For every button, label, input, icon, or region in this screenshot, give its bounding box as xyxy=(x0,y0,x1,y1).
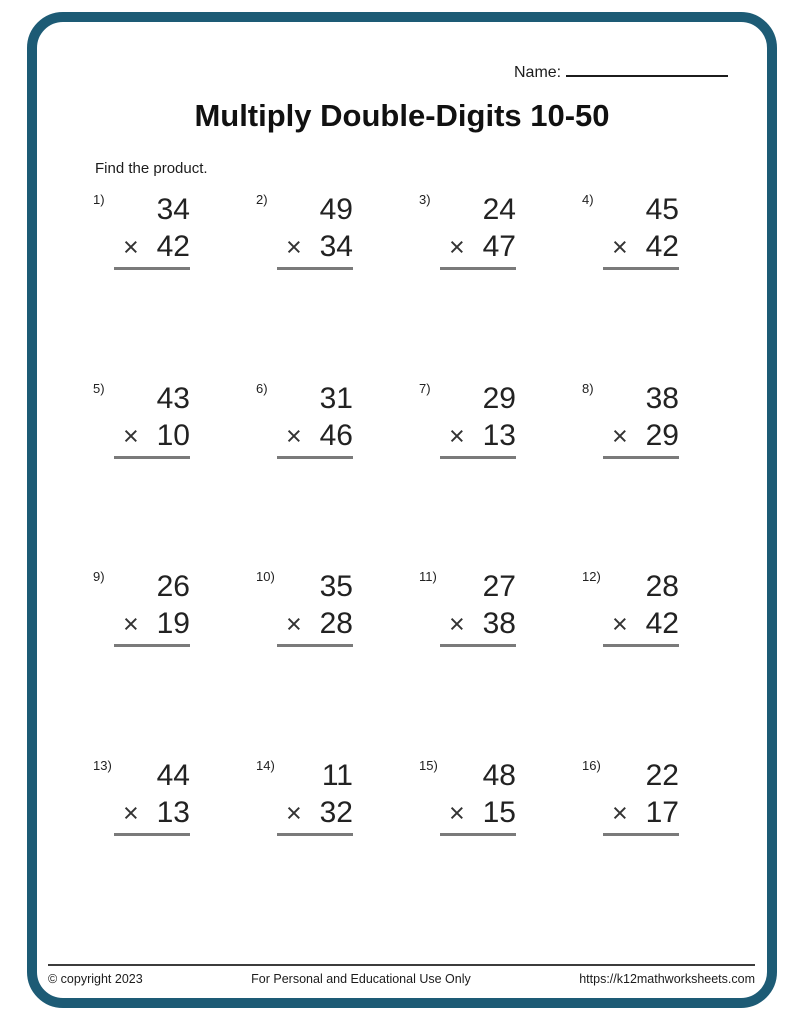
multiplier-row xyxy=(256,418,353,454)
multiplicand: 26 xyxy=(156,570,190,603)
problem-number: 14) xyxy=(256,757,275,773)
multiplicand: 45 xyxy=(645,193,679,226)
answer-line xyxy=(277,833,353,836)
problem-cell-8 xyxy=(582,380,745,569)
problem-cell-14 xyxy=(256,757,419,946)
problem-cell-11 xyxy=(419,568,582,757)
multiplier: 38 xyxy=(482,607,516,640)
multiplication-work xyxy=(419,568,516,647)
times-sign: × xyxy=(612,232,628,262)
problem-number: 16) xyxy=(582,757,601,773)
answer-line xyxy=(440,644,516,647)
problem-cell-9 xyxy=(93,568,256,757)
multiplicand: 44 xyxy=(156,758,190,792)
answer-line xyxy=(603,644,679,647)
times-sign: × xyxy=(612,609,628,639)
times-sign: × xyxy=(449,797,465,828)
name-blank-line xyxy=(566,60,728,77)
problem-number: 4) xyxy=(582,192,594,207)
problem-number: 6) xyxy=(256,380,268,396)
multiplication-work xyxy=(582,757,679,836)
multiplicand: 43 xyxy=(156,381,190,415)
multiplicand: 48 xyxy=(482,758,516,792)
name-row xyxy=(514,60,728,82)
times-sign: × xyxy=(286,420,302,451)
times-sign: × xyxy=(123,609,139,639)
page-title: Multiply Double-Digits 10-50 xyxy=(194,98,610,133)
multiplier-row xyxy=(419,606,516,642)
multiplier-row xyxy=(93,795,190,831)
problem-number: 2) xyxy=(256,192,268,207)
name-label: Name: xyxy=(514,64,562,81)
multiplier-row xyxy=(419,229,516,265)
times-sign: × xyxy=(449,609,465,639)
multiplier-row xyxy=(256,795,353,831)
problem-cell-6 xyxy=(256,380,419,569)
multiplication-work xyxy=(256,757,353,836)
multiplicand: 38 xyxy=(645,381,679,415)
answer-line xyxy=(440,267,516,270)
multiplicand: 28 xyxy=(645,570,679,603)
problem-number: 13) xyxy=(93,757,112,773)
multiplication-work xyxy=(419,380,516,459)
times-sign: × xyxy=(612,420,628,451)
multiplier-row xyxy=(419,795,516,831)
problems-grid xyxy=(93,191,745,945)
problem-number: 3) xyxy=(419,192,431,207)
multiplicand: 35 xyxy=(319,570,353,603)
multiplier: 13 xyxy=(156,795,190,829)
times-sign: × xyxy=(449,232,465,262)
multiplicand: 34 xyxy=(156,193,190,226)
problem-cell-4 xyxy=(582,191,745,380)
multiplier: 29 xyxy=(645,418,679,452)
multiplicand: 24 xyxy=(482,193,516,226)
multiplicand: 27 xyxy=(482,570,516,603)
answer-line xyxy=(277,456,353,459)
multiplier: 17 xyxy=(645,795,679,829)
answer-line xyxy=(114,267,190,270)
multiplicand: 11 xyxy=(321,758,353,792)
problem-cell-3 xyxy=(419,191,582,380)
multiplication-work xyxy=(582,568,679,647)
multiplier: 34 xyxy=(319,230,353,263)
problem-cell-12 xyxy=(582,568,745,757)
multiplier: 13 xyxy=(482,418,516,452)
problem-cell-5 xyxy=(93,380,256,569)
problem-cell-13 xyxy=(93,757,256,946)
multiplier-row xyxy=(582,795,679,831)
answer-line xyxy=(277,644,353,647)
multiplication-work xyxy=(256,191,353,270)
multiplier: 42 xyxy=(645,230,679,263)
multiplication-work xyxy=(419,191,516,270)
instruction-text: Find the product. xyxy=(95,160,208,177)
problem-number: 7) xyxy=(419,380,431,396)
times-sign: × xyxy=(286,232,302,262)
problem-number: 12) xyxy=(582,569,601,584)
times-sign: × xyxy=(612,797,628,828)
answer-line xyxy=(440,833,516,836)
multiplier-row xyxy=(256,229,353,265)
times-sign: × xyxy=(123,797,139,828)
answer-line xyxy=(114,456,190,459)
footer xyxy=(48,972,755,986)
footer-website-url: https://k12mathworksheets.com xyxy=(579,972,755,986)
multiplication-work xyxy=(256,568,353,647)
multiplication-work xyxy=(93,191,190,270)
multiplier: 15 xyxy=(482,795,516,829)
multiplier-row xyxy=(582,606,679,642)
problem-cell-1 xyxy=(93,191,256,380)
multiplication-work xyxy=(93,757,190,836)
times-sign: × xyxy=(286,797,302,828)
problem-number: 15) xyxy=(419,757,438,773)
multiplier: 47 xyxy=(482,230,516,263)
problem-cell-15 xyxy=(419,757,582,946)
problem-number: 9) xyxy=(93,569,105,584)
footer-divider-line xyxy=(48,964,755,966)
problem-number: 10) xyxy=(256,569,275,584)
answer-line xyxy=(603,267,679,270)
multiplication-work xyxy=(582,191,679,270)
multiplication-work xyxy=(256,380,353,459)
multiplier: 42 xyxy=(156,230,190,263)
answer-line xyxy=(114,644,190,647)
multiplier: 10 xyxy=(156,418,190,452)
footer-copyright: © copyright 2023 xyxy=(48,972,143,986)
problem-number: 8) xyxy=(582,380,594,396)
problem-number: 5) xyxy=(93,380,105,396)
problem-cell-16 xyxy=(582,757,745,946)
times-sign: × xyxy=(123,420,139,451)
answer-line xyxy=(440,456,516,459)
answer-line xyxy=(603,833,679,836)
multiplier: 32 xyxy=(319,795,353,829)
multiplication-work xyxy=(93,568,190,647)
multiplier-row xyxy=(93,418,190,454)
multiplicand: 22 xyxy=(645,758,679,792)
multiplication-work xyxy=(419,757,516,836)
problem-cell-7 xyxy=(419,380,582,569)
multiplier-row xyxy=(93,606,190,642)
times-sign: × xyxy=(449,420,465,451)
answer-line xyxy=(603,456,679,459)
multiplicand: 29 xyxy=(482,381,516,415)
problem-cell-2 xyxy=(256,191,419,380)
multiplicand: 31 xyxy=(319,381,353,415)
multiplier-row xyxy=(582,229,679,265)
multiplier-row xyxy=(256,606,353,642)
multiplication-work xyxy=(93,380,190,459)
footer-usage-note: For Personal and Educational Use Only xyxy=(251,972,471,986)
multiplier: 46 xyxy=(319,418,353,452)
times-sign: × xyxy=(123,232,139,262)
multiplier-row xyxy=(582,418,679,454)
problem-number: 11) xyxy=(419,569,437,584)
multiplier: 42 xyxy=(645,607,679,640)
answer-line xyxy=(114,833,190,836)
multiplication-work xyxy=(582,380,679,459)
answer-line xyxy=(277,267,353,270)
times-sign: × xyxy=(286,609,302,639)
problem-number: 1) xyxy=(93,192,105,207)
multiplier-row xyxy=(93,229,190,265)
problem-cell-10 xyxy=(256,568,419,757)
multiplier: 28 xyxy=(319,607,353,640)
multiplier-row xyxy=(419,418,516,454)
multiplicand: 49 xyxy=(319,193,353,226)
multiplier: 19 xyxy=(156,607,190,640)
